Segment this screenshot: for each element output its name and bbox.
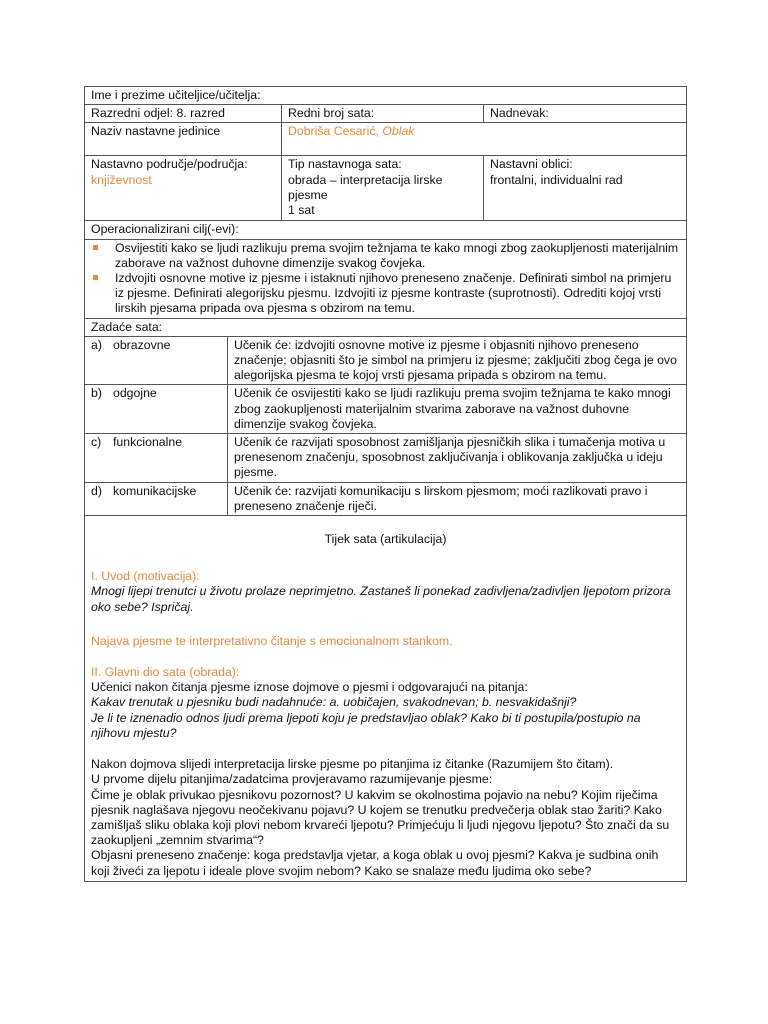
area-row [85, 156, 687, 221]
task-letter: c) [91, 435, 102, 450]
goals-list [91, 241, 680, 317]
class-row [85, 105, 687, 123]
task-label-cell [85, 336, 228, 385]
unit-author: Dobriša Cesarić, [288, 124, 383, 139]
goals-label: Operacionalizirani cilj(-evi): [85, 221, 687, 239]
goal-item: Osvijestiti kako se ljudi razlikuju prema svojim težnjama te kako mnogi zbog zaokupljenosti materijalnim zaborave na važnost duhovne dimenzije svakog čovjeka. [91, 241, 680, 271]
task-text: Učenik će osvijestiti kako se ljudi razlikuju prema svojim težnjama te kako mnogi zbog zaokupljenosti materijalnim stvarima zaborave na važnost duhovne dimenzije svakog čovjeka. [228, 385, 687, 434]
forms-label: Nastavni oblici: [490, 157, 573, 172]
task-name: funkcionalne [113, 435, 183, 450]
lesson-type-cell [282, 156, 484, 221]
date-label: Nadnevak: [484, 105, 687, 123]
main-heading: II. Glavni dio sata (obrada): [91, 665, 240, 680]
lesson-plan-sheet [84, 86, 686, 882]
unit-title: Oblak [382, 124, 415, 139]
lesson-duration: 1 sat [288, 203, 315, 218]
flow-title: Tijek sata (artikulacija) [324, 532, 447, 547]
forms-cell [484, 156, 687, 221]
paragraph-1: Nakon dojmova slijedi interpretacija lirske pjesme po pitanjima iz čitanke (Razumijem što čitam). [91, 757, 614, 772]
paragraph-4: Objasni preneseno značenje: koga predstavlja vjetar, a koga oblak u ovoj pjesmi? Kakva je sudbina onih koji živeći za ljepotu i ideale plove svojim nebom? Kako se snalaze među ljudima oko sebe? [91, 848, 659, 878]
class-label: Razredni odjel: 8. razred [85, 105, 282, 123]
task-name: komunikacijske [113, 483, 197, 498]
area-label: Nastavno područje/područja: [91, 157, 248, 172]
intro-text: Mnogi lijepi trenutci u životu prolaze neprimjetno. Zastaneš li ponekad zadivljena/zadivljen ljepotom prizora oko sebe? Ispričaj. [91, 584, 671, 614]
forms-value: frontalni, individualni rad [490, 172, 623, 187]
flow-row [85, 516, 687, 882]
unit-value [282, 123, 687, 156]
lesson-plan-table [84, 86, 687, 882]
lesson-type-label: Tip nastavnoga sata: [288, 157, 402, 172]
task-letter: a) [91, 337, 102, 352]
unit-row [85, 123, 687, 156]
task-label-cell [85, 482, 228, 515]
task-row-odgojne [85, 385, 687, 434]
task-text: Učenik će razvijati sposobnost zamišljanja pjesničkih slika i tumačenja motiva u prenesenom značenju, sposobnost zaključivanja i oblikovanja zaključka u ideju pjesme. [228, 434, 687, 483]
unit-label: Naziv nastavne jedinice [85, 123, 282, 156]
task-letter: d) [91, 483, 102, 498]
tasks-label-row [85, 318, 687, 336]
task-name: odgojne [113, 386, 157, 401]
question-2: Je li te iznenadio odnos ljudi prema ljepoti koju je predstavljao oblak? Kako bi ti postupila/postupio na njihovu mjestu? [91, 710, 641, 740]
area-value: književnost [91, 172, 152, 187]
main-intro: Učenici nakon čitanja pjesme iznose dojmove o pjesmi i odgovarajući na pitanja: [91, 680, 528, 695]
task-label-cell [85, 434, 228, 483]
intro-heading: I. Uvod (motivacija): [91, 569, 200, 584]
lesson-number-label: Redni broj sata: [282, 105, 484, 123]
task-row-obrazovne [85, 336, 687, 385]
flow-cell [85, 516, 687, 882]
teacher-name-label: Ime i prezime učiteljice/učitelja: [85, 87, 687, 105]
goal-item: Izdvojiti osnovne motive iz pjesme i istaknuti njihovo preneseno značenje. Definirati simbol na primjeru iz pjesme. Definirati alegorijsku pjesmu. Izdvojiti iz pjesme kontraste (suprotnosti). Odrediti kojoj vrsti lirskih pjesama pripada ova pjesma s obzirom na temu. [91, 271, 680, 317]
task-row-funkcionalne [85, 434, 687, 483]
lesson-type-value: obrada – interpretacija lirske pjesme [288, 172, 443, 202]
goals-row [85, 239, 687, 318]
paragraph-2: U prvome dijelu pitanjima/zadatcima provjeravamo razumijevanje pjesme: [91, 772, 493, 787]
task-label-cell [85, 385, 228, 434]
area-cell [85, 156, 282, 221]
announce-text: Najava pjesme te interpretativno čitanje s emocionalnom stankom. [91, 633, 453, 648]
paragraph-3: Čime je oblak privukao pjesnikovu pozornost? U kakvim se okolnostima pojavio na nebu? Kojim riječima pjesnik naglašava njegovu neočekivanu pojavu? U kojem se trenutku predvečerja oblak stao žariti? Kako zamišljaš sliku oblaka koji plovi nebom krvareći ljepotu? Primjećuju li ljudi njegovu ljepotu? Što znači da su zaokupljeni „zemnim stvarima“? [91, 787, 670, 848]
goals-label-row [85, 221, 687, 239]
task-letter: b) [91, 386, 102, 401]
teacher-row [85, 87, 687, 105]
tasks-label: Zadaće sata: [85, 318, 687, 336]
question-1: Kakav trenutak u pjesniku budi nadahnuće: a. uobičajen, svakodnevan; b. nesvakidašnji? [91, 695, 577, 710]
task-text: Učenik će: izdvojiti osnovne motive iz pjesme i objasniti njihovo preneseno značenje; objasniti što je simbol na primjeru iz pjesme; zaključiti zbog čega je ovo alegorijska pjesma te kojoj vrsti pjesama pripada s obzirom na temu. [228, 336, 687, 385]
task-name: obrazovne [113, 337, 171, 352]
task-text: Učenik će: razvijati komunikaciju s lirskom pjesmom; moći razlikovati pravo i preneseno značenje riječi. [228, 482, 687, 515]
task-row-komunikacijske [85, 482, 687, 515]
goals-cell [85, 239, 687, 318]
